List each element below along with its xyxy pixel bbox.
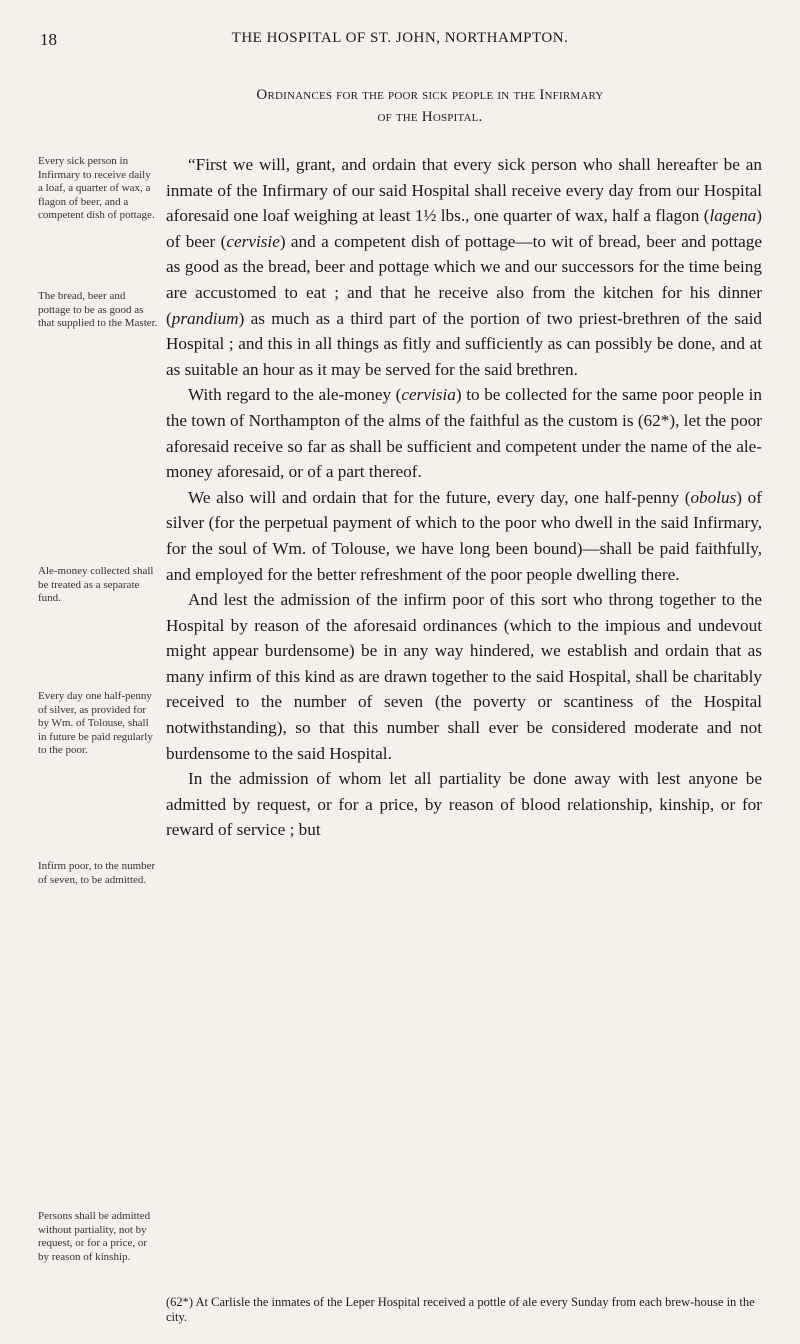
title-line-1: Ordinances for the poor sick people in the Infirmary xyxy=(256,87,604,103)
paragraph-4: And lest the admission of the infirm poor of this sort who throng together to the Hospital by reason of the aforesaid ordinances (which to the impious and undevout might appear burdensome) be in any way hindered, we establish and ordain that as many infirm of this kind as are drawn together to the said Hospital, shall be charitably received to the number of seven (the poverty or scantiness of the Hospital notwithstanding), so that this number shall ever be considered moderate and not burdensome to the said Hospital. xyxy=(166,590,762,763)
margin-note-3: Ale-money collected shall be treated as a separate fund. xyxy=(38,565,154,604)
running-head: THE HOSPITAL OF ST. JOHN, NORTHAMPTON. xyxy=(231,30,569,46)
section-title xyxy=(110,84,750,128)
title-line-2: of the Hospital. xyxy=(377,109,483,125)
main-text xyxy=(166,152,762,843)
paragraph-1: “First we will, grant, and ordain that every sick person who shall hereafter be an inmate of the Infirmary of our said Hospital shall receive every day from our Hospital aforesaid one loaf weighing at least 1½ lbs., one quarter of wax, half a flagon (lagena) of beer (cervisie) and a competent dish of pottage—to wit of bread, beer and pottage as good as the bread, beer and pottage which we and our successors for the time being are accustomed to eat ; and that he receive also from the kitchen for his dinner (prandium) as much as a third part of the portion of two priest-brethren of the said Hospital ; and this in all things as fitly and sufficiently as can possibly be done, and at as suitable an hour as it may be served for the said brethren. xyxy=(166,155,762,379)
margin-note-1: Every sick person in Infirmary to receive daily a loaf, a quarter of wax, a flagon of beer, and a competent dish of pottage. xyxy=(38,155,155,221)
margin-note-6: Persons shall be admitted without partiality, not by request, or for a price, or by reason of kinship. xyxy=(38,1210,151,1263)
paragraph-5: In the admission of whom let all partiality be done away with lest anyone be admitted by request, or for a price, by reason of blood relationship, kinship, or for reward of service ; but xyxy=(166,769,762,840)
paragraph-3: We also will and ordain that for the future, every day, one half-penny (obolus) of silver (for the perpetual payment of which to the poor who dwell in the said Infirmary, for the soul of Wm. of Tolouse, we have long been bound)—shall be paid faithfully, and employed for the better refreshment of the poor people dwelling there. xyxy=(166,487,762,584)
margin-note-5: Infirm poor, to the number of seven, to be admitted. xyxy=(38,860,156,886)
footnote: (62*) At Carlisle the inmates of the Leper Hospital received a pottle of ale every Sunday from each brew-house in the city. xyxy=(166,1295,755,1324)
page-number: 18 xyxy=(40,30,57,49)
paragraph-2: With regard to the ale-money (cervisia) to be collected for the same poor people in the town of Northampton of the alms of the faithful as the custom is (62*), let the poor aforesaid receive so far as shall be sufficient and competent under the name of the ale-money aforesaid, or of a part thereof. xyxy=(166,385,762,482)
margin-note-4: Every day one half-penny of silver, as provided for by Wm. of Tolouse, shall in future be paid regularly to the poor. xyxy=(38,690,153,756)
margin-note-2: The bread, beer and pottage to be as good as that supplied to the Master. xyxy=(38,290,158,329)
